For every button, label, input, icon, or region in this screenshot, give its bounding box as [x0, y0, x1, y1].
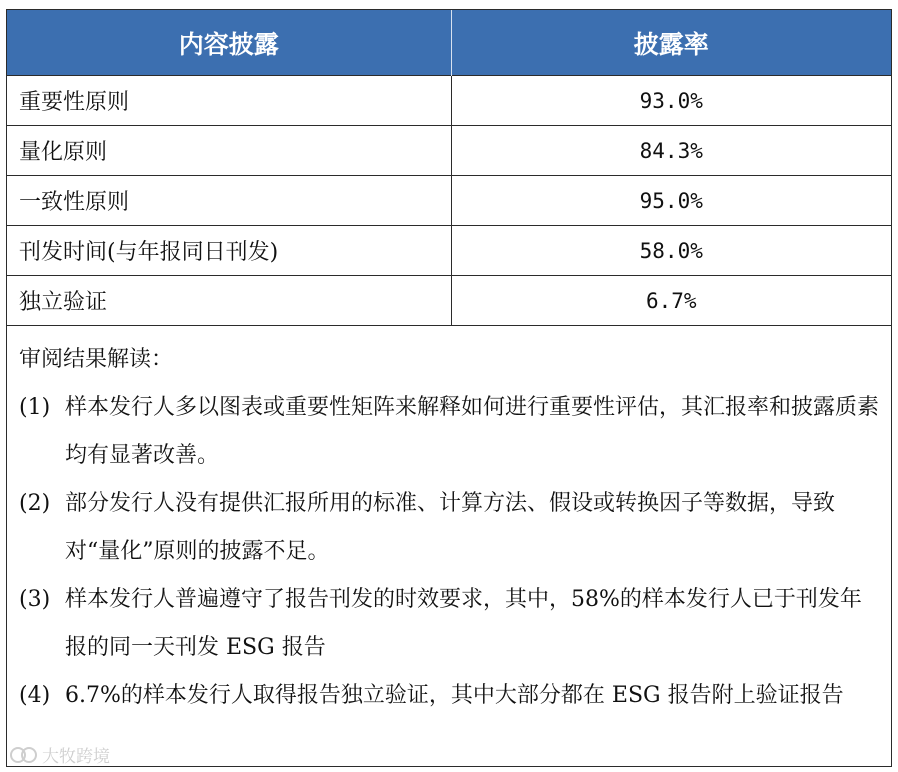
row-rate: 84.3% — [451, 126, 891, 176]
row-item: 一致性原则 — [7, 176, 451, 226]
header-disclosure-rate: 披露率 — [451, 10, 891, 76]
note-text: 部分发行人没有提供汇报所用的标准、计算方法、假设或转换因子等数据，导致对“量化”原则的披露不足。 — [65, 491, 836, 564]
note-number: (3) — [19, 587, 51, 612]
watermark-text: 大牧跨境 — [42, 747, 110, 767]
watermark — [8, 742, 110, 767]
review-note — [19, 576, 881, 672]
review-section — [7, 325, 891, 720]
note-number: (2) — [19, 491, 51, 516]
review-title: 审阅结果解读： — [19, 347, 174, 372]
table-header-row — [7, 10, 891, 76]
disclosure-table — [7, 10, 891, 325]
note-text: 样本发行人普遍遵守了报告刊发的时效要求，其中，58%的样本发行人已于刊发年报的同一天刊发 ESG 报告 — [65, 587, 862, 660]
note-text: 6.7%的样本发行人取得报告独立验证，其中大部分都在 ESG 报告附上验证报告 — [65, 683, 844, 708]
note-number: (4) — [19, 683, 51, 708]
watermark-logo-icon — [8, 745, 38, 765]
row-rate: 93.0% — [451, 76, 891, 126]
row-rate: 58.0% — [451, 226, 891, 276]
review-note — [19, 672, 881, 720]
table-row — [7, 176, 891, 226]
row-rate: 6.7% — [451, 276, 891, 326]
row-item: 独立验证 — [7, 276, 451, 326]
table-row — [7, 76, 891, 126]
row-item: 量化原则 — [7, 126, 451, 176]
row-rate: 95.0% — [451, 176, 891, 226]
table-row — [7, 276, 891, 326]
table-row — [7, 126, 891, 176]
table-row — [7, 226, 891, 276]
row-item: 重要性原则 — [7, 76, 451, 126]
esg-disclosure-table-frame — [6, 9, 892, 767]
row-item: 刊发时间(与年报同日刊发) — [7, 226, 451, 276]
review-note — [19, 384, 881, 480]
review-note — [19, 480, 881, 576]
header-content-disclosure: 内容披露 — [7, 10, 451, 76]
note-text: 样本发行人多以图表或重要性矩阵来解释如何进行重要性评估，其汇报率和披露质素均有显著改善。 — [65, 395, 880, 468]
note-number: (1) — [19, 395, 51, 420]
